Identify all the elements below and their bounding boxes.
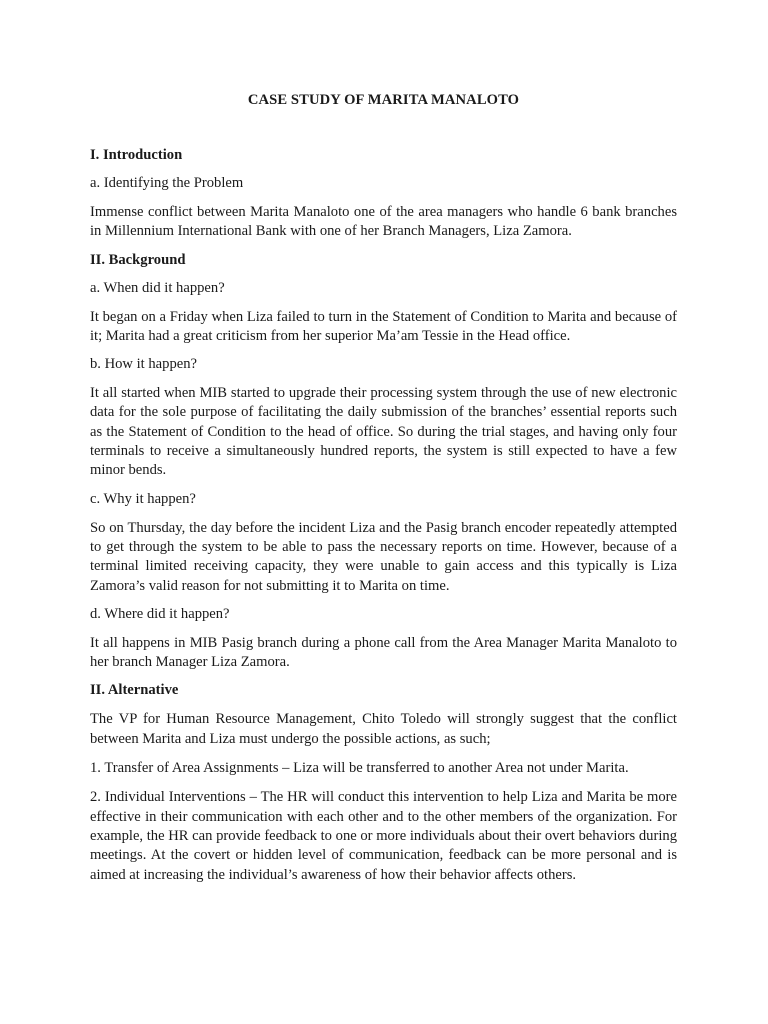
subheading-how: b. How it happen? [90,356,197,373]
subheading-when: a. When did it happen? [90,279,225,296]
section-heading-alternative: II. Alternative [90,682,179,699]
paragraph-problem: Immense conflict between Marita Manaloto one of the area managers who handle 6 bank branches in Millennium International Bank with one of her Branch Managers, Liza Zamora. [90,204,677,240]
paragraph-alternative-intro: The VP for Human Resource Management, Chito Toledo will strongly suggest that the conflict between Marita and Liza must undergo the possible actions, as such; [90,711,677,747]
paragraph-alternative-1: 1. Transfer of Area Assignments – Liza will be transferred to another Area not under Marita. [90,760,629,777]
paragraph-where: It all happens in MIB Pasig branch during a phone call from the Area Manager Marita Manaloto to her branch Manager Liza Zamora. [90,634,677,671]
document-title: CASE STUDY OF MARITA MANALOTO [247,92,520,108]
section-heading-background: II. Background [90,251,186,268]
paragraph-alternative-2: 2. Individual Interventions – The HR will conduct this intervention to help Liza and Marita be more effective in their communication with each other and to the other members of the organization. For example, the HR can provide feedback to one or more individuals about their overt behaviors during meetings. At the covert or hidden level of communication, feedback can be more personal and is aimed at increasing the individual’s awareness of how their behavior affects others. [90,789,677,883]
subheading-where: d. Where did it happen? [90,605,230,622]
subheading-why: c. Why it happen? [90,490,196,507]
section-heading-introduction: I. Introduction [90,147,183,163]
document-page [90,92,677,895]
paragraph-when: It began on a Friday when Liza failed to turn in the Statement of Condition to Marita and because of it; Marita had a great criticism from her superior Ma’am Tessie in the Head office. [90,308,677,344]
subheading-identifying-problem: a. Identifying the Problem [90,175,244,191]
paragraph-how: It all started when MIB started to upgrade their processing system through the use of new electronic data for the sole purpose of facilitating the daily submission of the branches’ essential reports such as the Statement of Condition to the head of office. So during the trial stages, and having only four terminals to receive a simultaneously hundred reports, the system is still expected to have a few minor bends. [90,385,677,479]
paragraph-why: So on Thursday, the day before the incident Liza and the Pasig branch encoder repeatedly attempted to get through the system to be able to pass the necessary reports on time. However, because of a terminal limited receiving capacity, they were unable to gain access and this typically is Liza Zamora’s valid reason for not submitting it to Marita on time. [90,519,677,594]
